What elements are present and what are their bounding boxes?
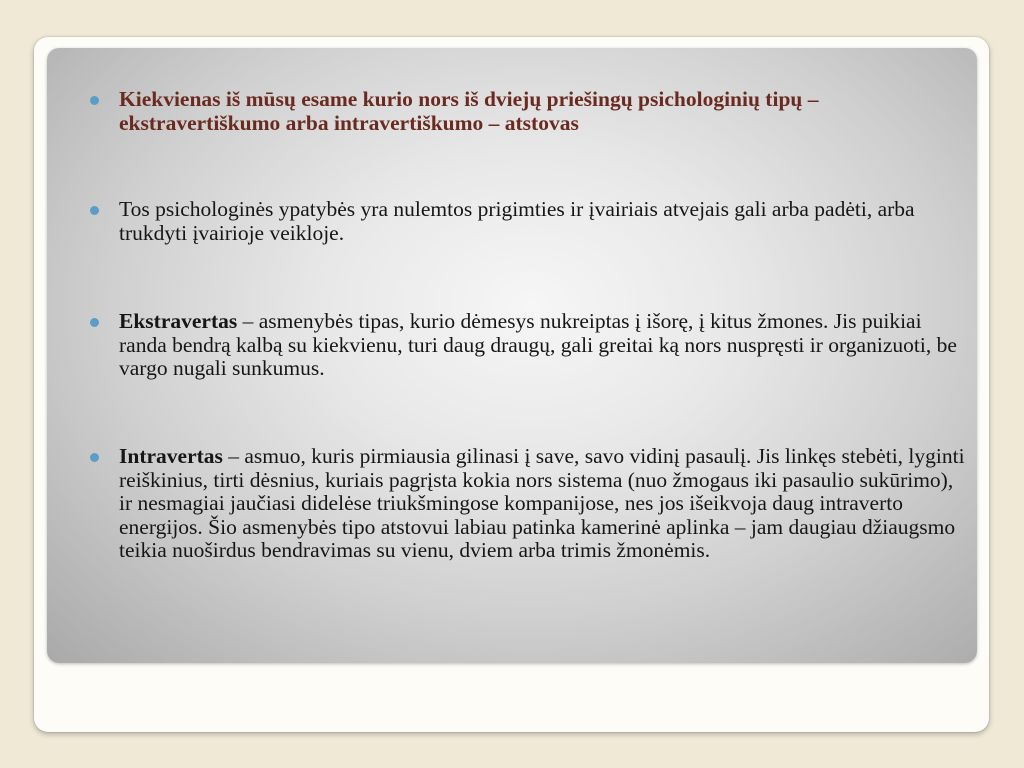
content-panel: [47, 48, 977, 663]
bullet-item-traits: [119, 198, 967, 245]
bullet-dot-icon: [90, 96, 99, 105]
bullet-text: Kiekvienas iš mūsų esame kurio nors iš dviejų priešingų psichologinių tipų – ekstravertiškumo arba intravertiškumo – atstovas: [119, 87, 819, 135]
bullet-text: – asmuo, kuris pirmiausia gilinasi į save, savo vidinį pasaulį. Jis linkęs stebėti, lyginti reiškinius, tirti dėsnius, kuriais pagrįsta kokia nors sistema (nuo žmogaus iki pasaulio sukūrimo), ir nesmagiai jaučiasi didelėse triukšmingose kompanijose, nes jos išeikvoja daug intraverto energijos. Šio asmenybės tipo atstovui labiau patinka kamerinė aplinka – jam daugiau džiaugsmo teikia nuoširdus bendravimas su vienu, dviem arba trimis žmonėmis.: [119, 444, 965, 562]
bullet-item-intro: [119, 88, 967, 135]
bullet-term: Ekstravertas: [119, 309, 238, 333]
bullet-dot-icon: [90, 318, 99, 327]
bullet-item-introvert: [119, 445, 967, 563]
bullet-text: – asmenybės tipas, kurio dėmesys nukreiptas į išorę, į kitus žmones. Jis puikiai randa bendrą kalbą su kiekvienu, turi daug draugų, gali greitai ką nors nuspręsti ir organizuoti, be vargo nugali sunkumus.: [119, 309, 957, 380]
bullet-dot-icon: [90, 453, 99, 462]
bullet-term: Intravertas: [119, 444, 223, 468]
bullet-dot-icon: [90, 206, 99, 215]
bullet-text: Tos psichologinės ypatybės yra nulemtos prigimties ir įvairiais atvejais gali arba padėti, arba trukdyti įvairioje veikloje.: [119, 197, 915, 245]
bullet-item-extravert: [119, 310, 967, 381]
bullet-list: [47, 48, 977, 663]
